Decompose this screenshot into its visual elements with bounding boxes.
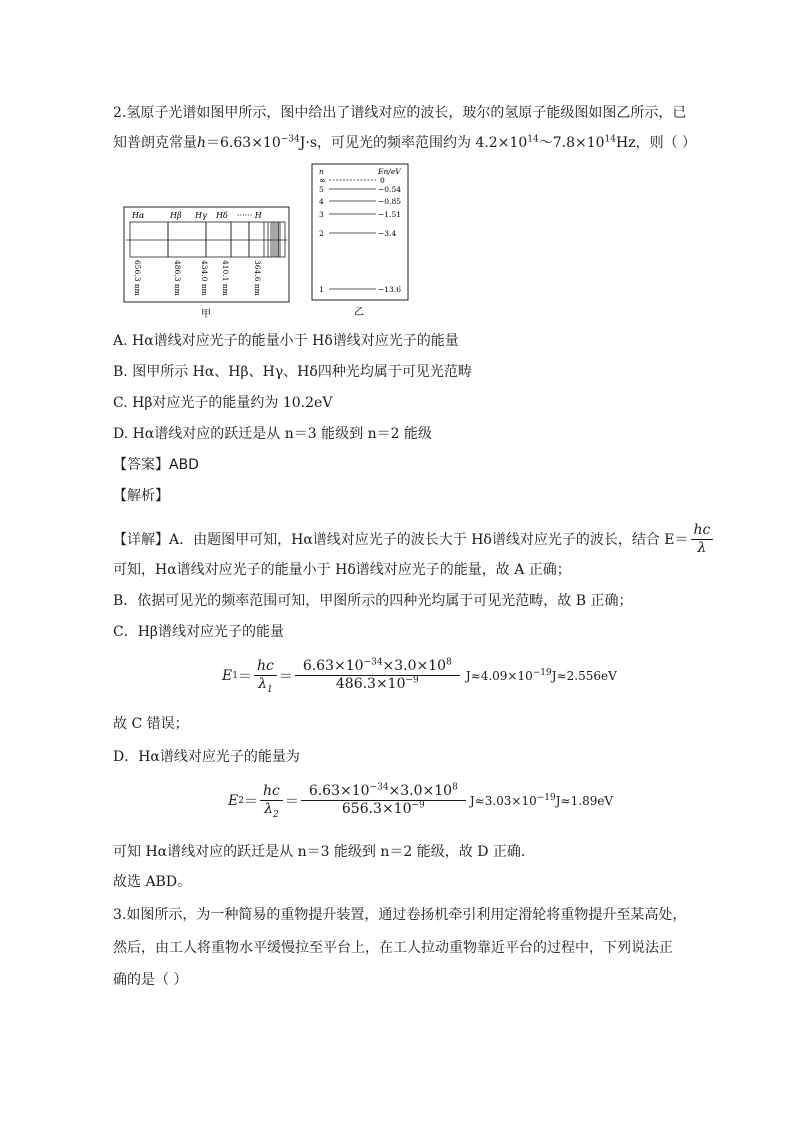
equation-2: E 2 ＝ $\frac{hc}{\lambda_2}$ ＝ $\frac{6.63\times 10^{-34}\times 3.0\times 10^8}{656.3\times 10^{-9}}$ $J\approx 3.03\times 10^{-19}J\approx 1.89eV$ — [228, 782, 614, 820]
question-2-line-1: 2.氢原子光谱如图甲所示，图中给出了谱线对应的波长，玻尔的氢原子能级图如图乙所示，已 — [113, 105, 687, 121]
svg-text:−1.51: −1.51 — [378, 210, 401, 219]
figure-b-caption: 乙 — [354, 307, 364, 318]
h-delta-label: Hδ — [216, 211, 228, 220]
question-3-line-1: 3.如图所示，为一种简易的重物提升装置，通过卷扬机牵引利用定滑轮将重物提升至某高处， — [113, 907, 687, 923]
svg-text:−3.4: −3.4 — [378, 229, 397, 238]
h-gamma-label: Hγ — [195, 211, 207, 220]
detail-a-line-2: 可知，Hα谱线对应光子的能量小于 Hδ谱线对应光子的能量，故 A 正确； — [113, 562, 571, 578]
svg-text:2: 2 — [319, 229, 324, 238]
svg-text:3: 3 — [319, 210, 324, 219]
wavelength-486: 486.3 nm — [173, 260, 182, 296]
figure-spectrum — [122, 205, 292, 327]
svg-text:5: 5 — [319, 185, 324, 194]
detail-d-conclusion: 可知 Hα谱线对应的跃迁是从 n＝3 能级到 n＝2 能级，故 D 正确． — [113, 844, 535, 860]
detail-a-line-1: 【详解】A．由题图甲可知，Hα谱线对应光子的波长大于 Hδ谱线对应光子的波长，结合 E＝ $\frac{hc}{\lambda}$ — [113, 522, 715, 557]
figure-energy-levels — [310, 162, 410, 322]
answer-line: 【答案】ABD — [113, 457, 199, 473]
svg-text:1: 1 — [319, 285, 324, 294]
question-3-line-3: 确的是（ ） — [113, 972, 188, 988]
wavelength-410: 410.1 nm — [221, 260, 230, 296]
detail-b: B．依据可见光的频率范围可知，甲图所示的四种光均属于可见光范畴，故 B 正确； — [113, 593, 633, 609]
svg-text:4: 4 — [319, 197, 324, 206]
final-answer: 故选 ABD。 — [113, 874, 192, 890]
question-3-line-2: 然后，由工人将重物水平缓慢拉至平台上，在工人拉动重物靠近平台的过程中，下列说法正 — [113, 940, 673, 956]
wavelength-656: 656.3 nm — [133, 260, 142, 296]
option-b: B. 图甲所示 Hα、Hβ、Hγ、Hδ四种光均属于可见光范畴 — [113, 364, 472, 380]
option-d: D. Hα谱线对应的跃迁是从 n＝3 能级到 n＝2 能级 — [113, 426, 432, 442]
option-a: A. Hα谱线对应光子的能量小于 Hδ谱线对应光子的能量 — [113, 333, 459, 349]
svg-text:0: 0 — [380, 176, 385, 185]
svg-text:∞: ∞ — [319, 176, 326, 185]
wavelength-364: 364.6 nm — [253, 260, 262, 296]
question-2-line-2: 知普朗克常量$h=6.63\times 10^{-34}J\cdot s$，可见光的频率范围约为 $4.2\times 10^{14}\sim 7.8\times 10^{14}Hz$，则（ ） — [113, 134, 697, 151]
svg-text:−0.85: −0.85 — [378, 197, 401, 206]
h-limit-label: ······ H — [237, 211, 262, 220]
equation-1: E 1 ＝ $\frac{hc}{\lambda_1}$ ＝ $\frac{6.63\times 10^{-34}\times 3.0\times 10^8}{486.3\times 10^{-9}}$ $J\approx 4.09\times 10^{-19}J\approx 2.556eV$ — [222, 657, 617, 695]
h-alpha-label: Hα — [132, 211, 145, 220]
svg-text:−13.6: −13.6 — [378, 285, 401, 294]
equation-1-fraction: $\frac{6.63\times 10^{-34}\times 3.0\times 10^8}{486.3\times 10^{-9}}$ — [295, 658, 460, 693]
analysis-label: 【解析】 — [113, 488, 169, 504]
detail-c: C．Hβ谱线对应光子的能量 — [113, 624, 285, 640]
spectrum-diagram — [122, 205, 292, 323]
figure-a-caption: 甲 — [201, 309, 211, 320]
option-c: C. Hβ对应光子的能量约为 10.2eV — [113, 395, 333, 411]
energy-header: En/eV — [378, 167, 401, 176]
wavelength-434: 434.0 nm — [200, 260, 209, 296]
energy-fraction: $\frac{hc}{\lambda}$ — [691, 522, 714, 557]
detail-c-conclusion: 故 C 错误； — [113, 716, 189, 732]
equation-2-fraction: $\frac{6.63\times 10^{-34}\times 3.0\times 10^8}{656.3\times 10^{-9}}$ — [301, 783, 466, 818]
svg-text:−0.54: −0.54 — [378, 185, 401, 194]
h-beta-label: Hβ — [170, 211, 182, 220]
energy-level-diagram — [310, 162, 410, 318]
detail-d: D．Hα谱线对应光子的能量为 — [113, 749, 300, 765]
n-header: n — [319, 167, 324, 176]
